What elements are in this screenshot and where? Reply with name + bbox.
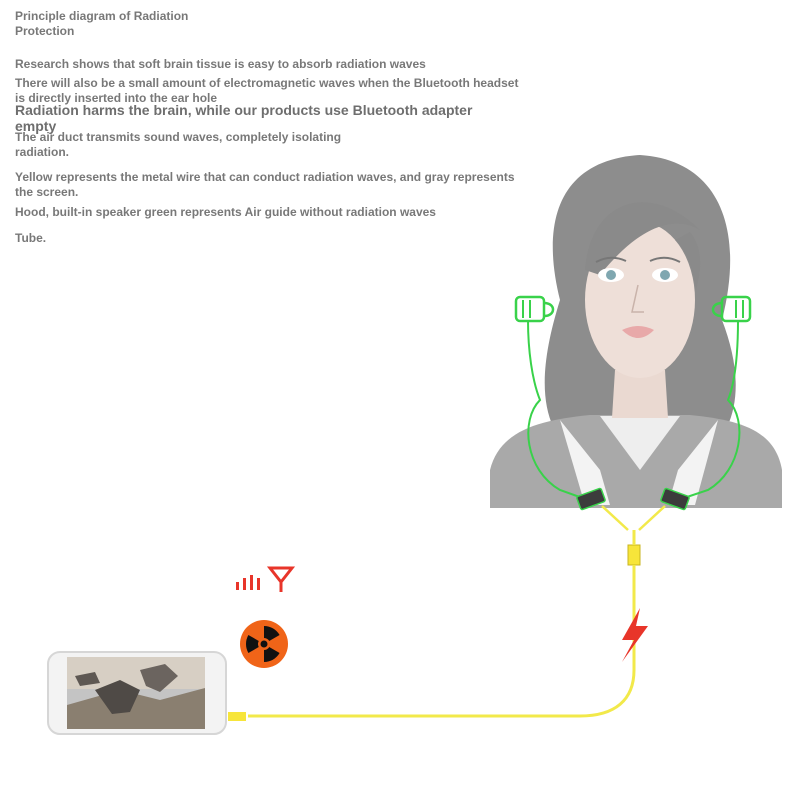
- metal-wire: [228, 506, 665, 721]
- text-radiation-harms: Radiation harms the brain, while our products use Bluetooth adapter empty: [15, 102, 473, 134]
- text-air-duct: The air duct transmits sound waves, completely isolating radiation.: [15, 130, 342, 159]
- phone-plug: [228, 712, 246, 721]
- text-bluetooth-waves: There will also be a small amount of electromagnetic waves when the Bluetooth headset is directly inserted into the ear hole: [15, 76, 519, 105]
- text-tube: Tube.: [15, 231, 47, 245]
- text-brain-absorb: Research shows that soft brain tissue is easy to absorb radiation waves: [15, 57, 426, 71]
- main-cable: [248, 565, 634, 716]
- text-green-legend: Hood, built-in speaker green represents Air guide without radiation waves: [15, 205, 436, 219]
- left-earpiece: [516, 297, 553, 321]
- smartphone: [48, 652, 226, 734]
- diagram-title: Principle diagram of Radiation Protection: [15, 9, 189, 38]
- text-yellow-gray-legend: Yellow represents the metal wire that can conduct radiation waves, and gray represents the screen.: [15, 170, 515, 199]
- wire-splitter: [628, 545, 640, 565]
- radiation-hazard-icon: [240, 620, 288, 668]
- signal-antenna-icon: [236, 568, 292, 592]
